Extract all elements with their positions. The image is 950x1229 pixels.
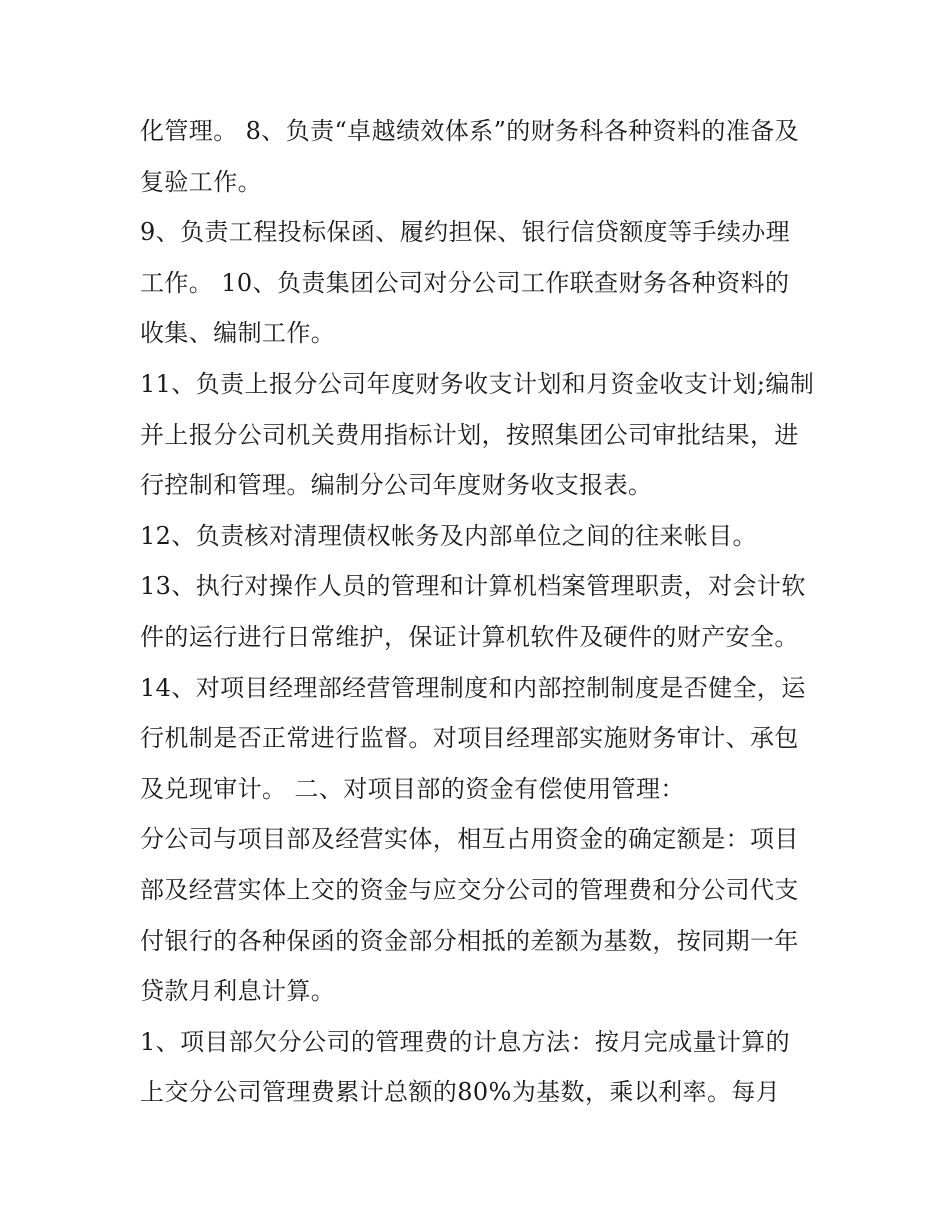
text-line: 13、执行对操作人员的管理和计算机档案管理职责，对会计软 bbox=[140, 572, 806, 601]
text-line: 行机制是否正常进行监督。对项目经理部实施财务审计、承包 bbox=[140, 724, 799, 753]
text-line: 并上报分公司机关费用指标计划，按照集团公司审批结果，进 bbox=[140, 420, 799, 449]
text-line: 及兑现审计。 二、对项目部的资金有偿使用管理： bbox=[140, 774, 685, 803]
text-line: 部及经营实体上交的资金与应交分公司的管理费和分公司代支 bbox=[140, 875, 799, 904]
text-line: 工作。 10、负责集团公司对分公司工作联查财务各种资料的 bbox=[140, 268, 790, 297]
text-line: 11、负责上报分公司年度财务收支计划和月资金收支计划;编制 bbox=[140, 369, 815, 398]
text-line: 1、项目部欠分公司的管理费的计息方法：按月完成量计算的 bbox=[140, 1027, 791, 1056]
text-line: 上交分公司管理费累计总额的80%为基数，乘以利率。每月 bbox=[140, 1078, 781, 1107]
text-line: 化管理。 8、负责“卓越绩效体系”的财务科各种资料的准备及 bbox=[140, 117, 800, 145]
text-line: 14、对项目经理部经营管理制度和内部控制制度是否健全，运 bbox=[140, 673, 806, 702]
text-line: 复验工作。 bbox=[140, 167, 262, 196]
text-line: 分公司与项目部及经营实体，相互占用资金的确定额是：项目 bbox=[140, 825, 799, 854]
text-line: 贷款月利息计算。 bbox=[140, 977, 336, 1006]
text-line: 9、负责工程投标保函、履约担保、银行信贷额度等手续办理 bbox=[140, 218, 791, 247]
text-line: 付银行的各种保函的资金部分相抵的差额为基数，按同期一年 bbox=[140, 926, 799, 955]
text-line: 收集、编制工作。 bbox=[140, 319, 336, 348]
text-line: 行控制和管理。编制分公司年度财务收支报表。 bbox=[140, 471, 653, 500]
text-line: 件的运行进行日常维护，保证计算机软件及硬件的财产安全。 bbox=[140, 622, 799, 651]
text-line: 12、负责核对清理债权帐务及内部单位之间的往来帐目。 bbox=[140, 521, 757, 550]
document-body bbox=[140, 106, 820, 1118]
